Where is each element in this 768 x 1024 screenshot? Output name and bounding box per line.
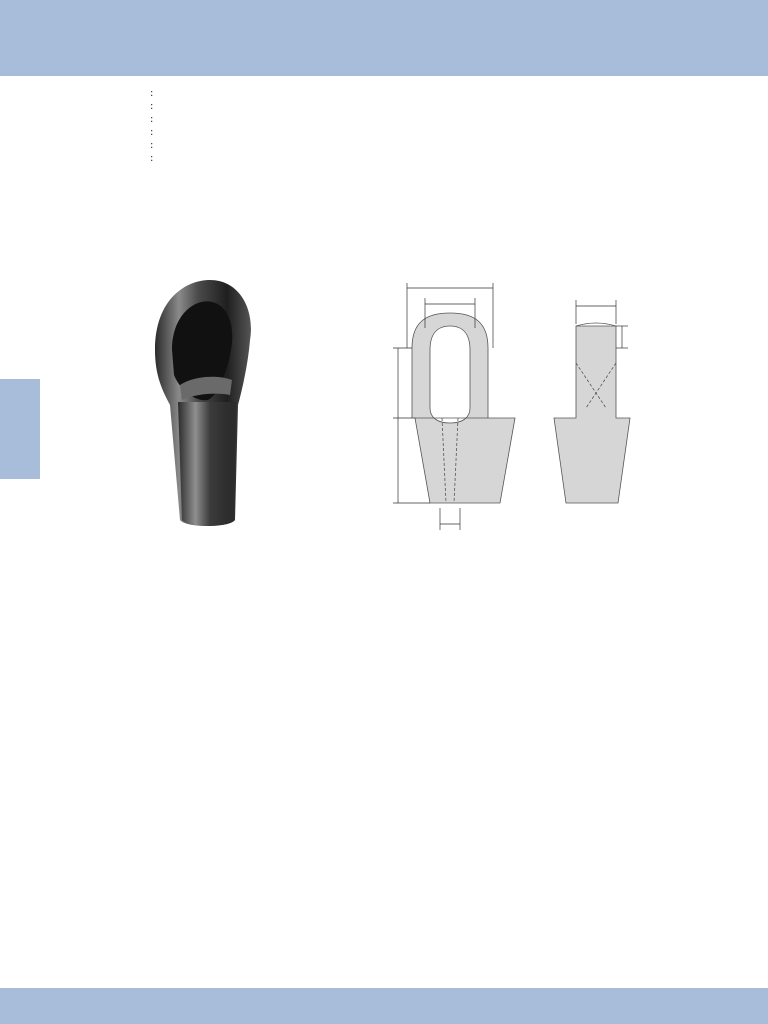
spec-row: : [46,139,162,152]
spec-label [46,113,150,126]
spec-label [46,126,150,139]
spec-row: : [46,87,162,100]
spec-label [46,152,150,165]
page-header [0,0,768,76]
sidebar-item-general[interactable] [0,76,40,176]
spec-label [46,100,150,113]
spec-row: : [46,126,162,139]
spec-label [46,139,150,152]
sidebar-item-thimbles[interactable] [0,278,40,378]
technical-drawing [360,268,660,538]
category-sidebar [0,76,40,988]
sidebar-item-shackles[interactable] [0,177,40,277]
spec-row: : [46,152,162,165]
sidebar-item-mooring[interactable] [0,783,40,883]
sidebar-item-swivels[interactable] [0,581,40,681]
sidebar-item-links[interactable] [0,480,40,580]
specifications [46,87,162,165]
socket-photo [150,280,260,530]
page-footer [0,988,768,1024]
spec-row: : [46,100,162,113]
spec-row: : [46,113,162,126]
sidebar-item-others[interactable] [0,884,40,984]
spec-label [46,87,150,100]
sidebar-item-hooks[interactable] [0,682,40,782]
sidebar-item-sockets[interactable] [0,379,40,479]
